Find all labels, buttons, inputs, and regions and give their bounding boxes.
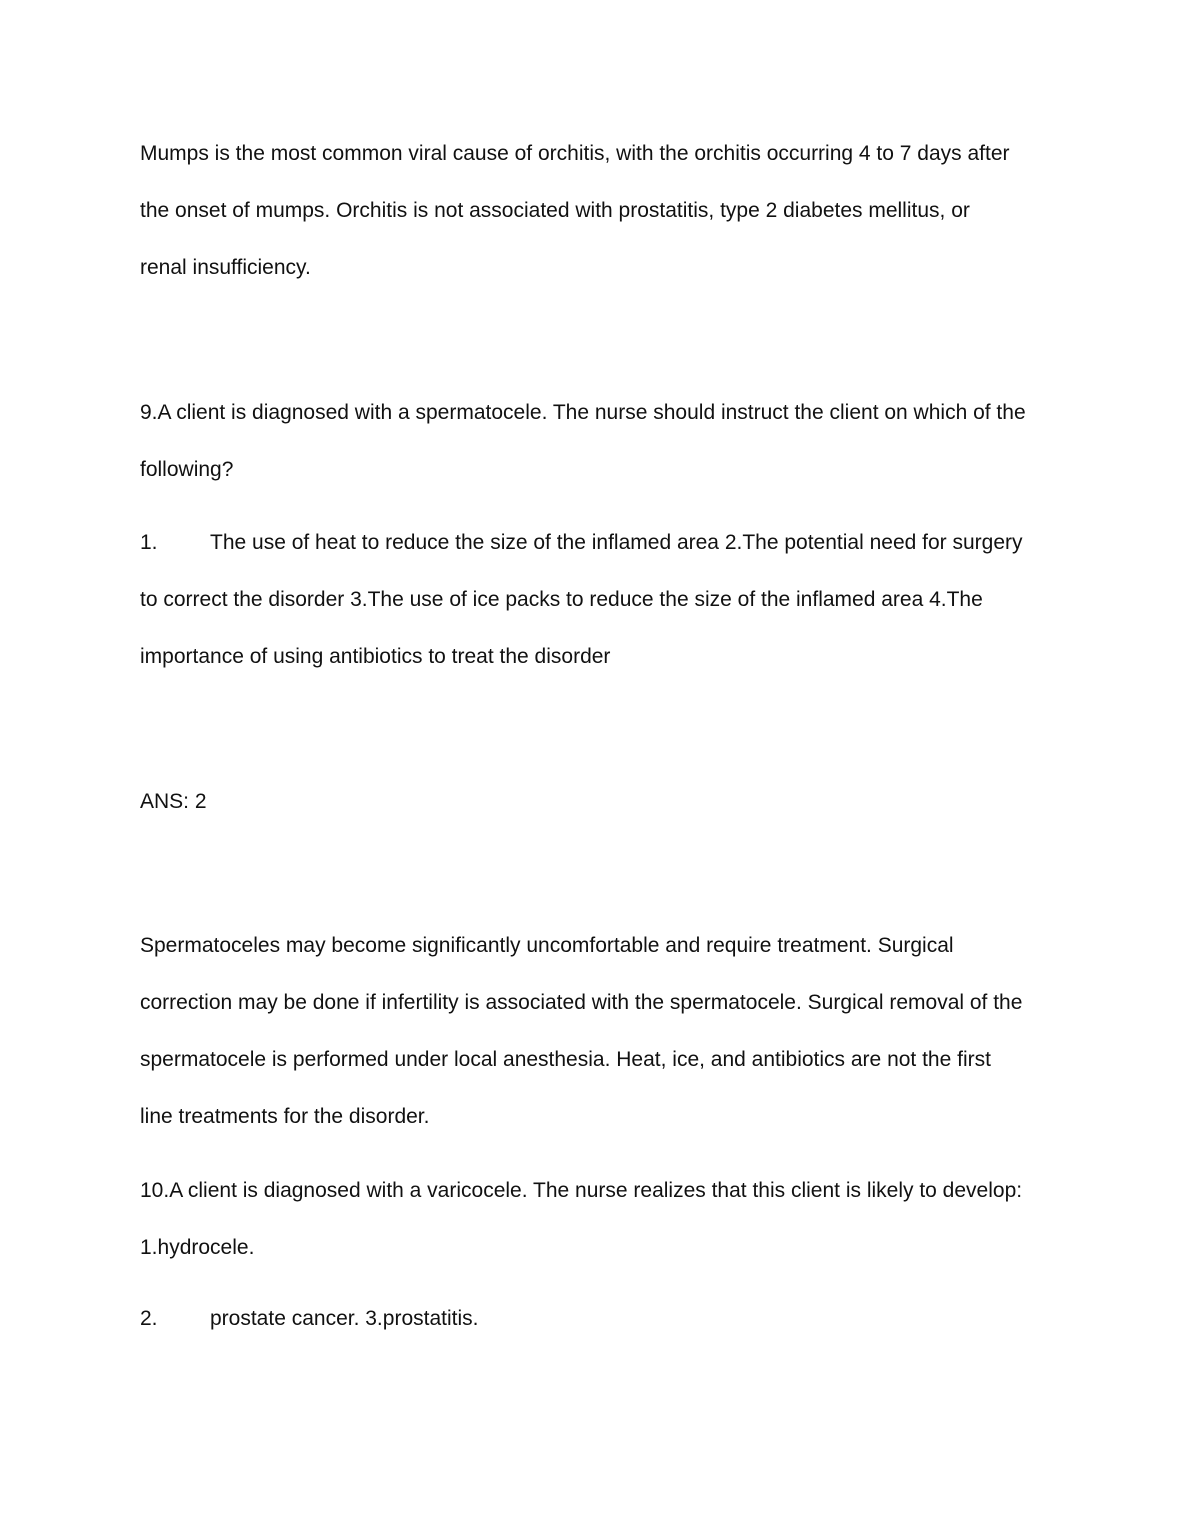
question-9-options-line-2: to correct the disorder 3.The use of ice packs to reduce the size of the inflamed area 4.The <box>140 588 983 611</box>
rationale-line-1: Spermatoceles may become significantly uncomfortable and require treatment. Surgical <box>140 934 954 957</box>
question-10-option-2-number: 2. <box>140 1307 158 1330</box>
question-10-option-2-text: prostate cancer. 3.prostatitis. <box>210 1307 479 1330</box>
mumps-paragraph-line-1: Mumps is the most common viral cause of orchitis, with the orchitis occurring 4 to 7 days after <box>140 142 1010 165</box>
rationale-line-2: correction may be done if infertility is associated with the spermatocele. Surgical removal of the <box>140 991 1023 1014</box>
question-9-options-text-1: The use of heat to reduce the size of the inflamed area 2.The potential need for surgery <box>210 531 1023 554</box>
question-9-stem-line-2: following? <box>140 458 234 481</box>
question-9-option-number: 1. <box>140 531 158 554</box>
question-10-option-1: 1.hydrocele. <box>140 1236 255 1259</box>
question-10-stem: 10.A client is diagnosed with a varicocele. The nurse realizes that this client is likely to develop: <box>140 1179 1023 1202</box>
mumps-paragraph-line-2: the onset of mumps. Orchitis is not associated with prostatitis, type 2 diabetes mellitus, or <box>140 199 970 222</box>
question-9-options-line-1 <box>140 529 1023 557</box>
mumps-paragraph-line-3: renal insufficiency. <box>140 256 311 279</box>
rationale-line-3: spermatocele is performed under local anesthesia. Heat, ice, and antibiotics are not the first <box>140 1048 991 1071</box>
rationale-line-4: line treatments for the disorder. <box>140 1105 430 1128</box>
question-9-stem-line-1: 9.A client is diagnosed with a spermatocele. The nurse should instruct the client on which of the <box>140 401 1026 424</box>
question-9-options-line-3: importance of using antibiotics to treat the disorder <box>140 645 611 668</box>
question-9-answer: ANS: 2 <box>140 790 207 813</box>
question-10-option-2-line <box>140 1305 478 1333</box>
